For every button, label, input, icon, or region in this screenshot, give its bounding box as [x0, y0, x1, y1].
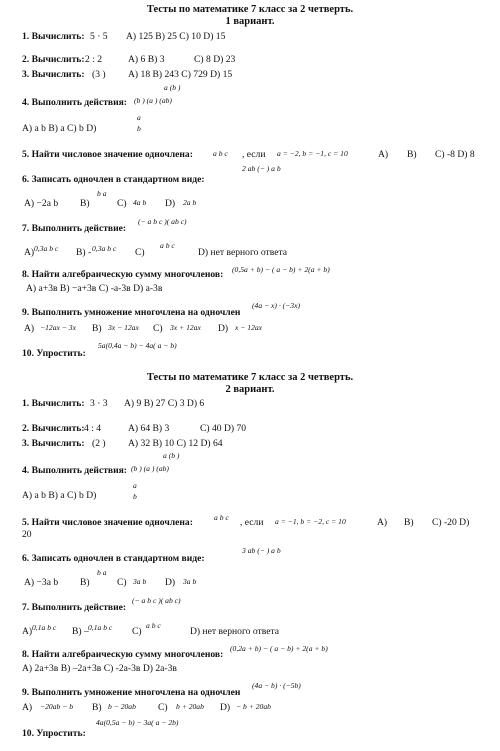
- answer-a: A): [377, 517, 388, 528]
- answer-options: A) 6 B) 3: [128, 54, 165, 65]
- answer-b-expr: b − 20ab: [108, 702, 136, 711]
- answer-c-d: C) -8 D) 8: [435, 149, 475, 160]
- answer-d: D): [165, 198, 176, 209]
- answer-d: D) нет верного ответа: [190, 626, 280, 637]
- answer-a: A) −3a b: [24, 577, 59, 588]
- answer-options: A) a+3в B) −a+3в C) -a-3в D) a-3в: [26, 283, 163, 294]
- test-title-v2: Тесты по математике 7 класс за 2 четверть.: [146, 372, 354, 383]
- question-label: 3. Вычислить:: [22, 438, 85, 449]
- answer-d-expr: − b + 20ab: [236, 702, 271, 711]
- answer-options: A) 9 B) 27 C) 3 D) 6: [124, 398, 205, 409]
- answer-a-expr: −20ab − b: [40, 702, 74, 711]
- answer-d: D) нет верного ответа: [198, 247, 288, 258]
- expression: (3 ): [92, 69, 106, 80]
- answer-c: C): [132, 626, 142, 637]
- expression: (4a − b) · (−5b): [252, 681, 301, 690]
- answer-d-numerator: a: [137, 113, 141, 122]
- question-label: 7. Выполнить действие:: [22, 602, 127, 613]
- test-title-v1: Тесты по математике 7 класс за 2 четверть.: [146, 4, 354, 15]
- answer-b-expr: 0,1a b c: [88, 623, 113, 632]
- answer-a-expr: 0,3a b c: [34, 244, 59, 253]
- answer-b: B): [92, 702, 102, 713]
- question-label: 4. Выполнить действия:: [22, 97, 128, 108]
- answer-b-expr: 3x − 12ax: [108, 323, 139, 332]
- question-label: 10. Упростить:: [22, 348, 86, 359]
- answer-c-expr: 3a b: [133, 577, 147, 586]
- expression: 4a(0,5a − b) − 3a( a − 2b): [96, 718, 179, 727]
- answer-c-expr: a b c: [160, 241, 175, 250]
- answer-c: C): [135, 247, 145, 258]
- expression: (− a b c )( ab c): [138, 217, 187, 226]
- question-label: 6. Записать одночлен в стандартном виде:: [22, 174, 205, 185]
- answer-b-expr: b a: [97, 189, 107, 198]
- answer-c: C): [158, 702, 168, 713]
- answer-a: A): [378, 149, 389, 160]
- answer-c-d: C) -20 D): [432, 517, 470, 528]
- answer-b: B): [404, 517, 414, 528]
- answer-b: B) –: [72, 626, 89, 637]
- answer-d: D): [220, 702, 231, 713]
- answer-c: C): [153, 323, 163, 334]
- answer-b-expr: 0,3a b c: [92, 244, 117, 253]
- expression: (2 ): [92, 438, 106, 449]
- answer-c: C): [117, 198, 127, 209]
- answer-a: A): [24, 323, 35, 334]
- question-label: 8. Найти алгебраическую сумму многочленов:: [22, 269, 224, 280]
- expression: 2 ab (− ) a b: [242, 164, 281, 173]
- expression: 2 : 2: [85, 54, 103, 65]
- answer-b: B): [407, 149, 417, 160]
- question-label: 9. Выполнить умножение многочлена на одночлен: [22, 307, 241, 318]
- answer-options: A) 64 B) 3: [128, 423, 170, 434]
- fraction-denominator: (b ) (a ) (ab): [131, 464, 169, 473]
- expression: a b c: [214, 513, 229, 522]
- answer-options: A) 18 B) 243 C) 729 D) 15: [128, 69, 233, 80]
- question-label: 6. Записать одночлен в стандартном виде:: [22, 553, 205, 564]
- expression: 3 ab (− ) a b: [242, 546, 281, 555]
- answer-d-denominator: b: [137, 124, 141, 133]
- answer-a-expr: 0,1a b c: [32, 623, 57, 632]
- answer-b: B): [92, 323, 102, 334]
- answer-options-cont: C) 8 D) 23: [194, 54, 236, 65]
- answer-a: A): [22, 626, 33, 637]
- answer-b: B) -: [76, 247, 92, 258]
- answer-b: B): [80, 577, 90, 588]
- variable-values: a = −2, b = −1, c = 10: [277, 149, 348, 158]
- fraction-numerator: a (b ): [164, 83, 181, 92]
- question-label: 4. Выполнить действия:: [22, 465, 128, 476]
- answer-options: A) 2a+3в B) –2a+3в C) -2a-3в D) 2a-3в: [22, 663, 177, 674]
- expression: 3 · 3: [90, 398, 108, 409]
- answer-b: B): [80, 198, 90, 209]
- answer-options: A) a b B) a C) b D): [22, 123, 97, 134]
- answer-c-expr: 4a b: [133, 198, 147, 207]
- expression: (0,5a + b) − ( a − b) + 2(a + b): [232, 265, 330, 274]
- answer-d-expr: 2a b: [183, 198, 197, 207]
- variable-values: a = −1, b = −2, c = 10: [275, 517, 346, 526]
- question-label: 3. Вычислить:: [22, 69, 85, 80]
- answer-d-numerator: a: [133, 481, 137, 490]
- answer-c-expr: 3x + 12ax: [170, 323, 201, 332]
- expression: 4 : 4: [84, 423, 102, 434]
- question-label: 2. Вычислить:: [22, 54, 85, 65]
- answer-c-expr: b + 20ab: [176, 702, 204, 711]
- question-label: 9. Выполнить умножение многочлена на одночлен: [22, 687, 241, 698]
- variant-heading-v1: 1 вариант.: [225, 16, 275, 27]
- answer-a: A): [22, 702, 33, 713]
- question-label: 1. Вычислить:: [22, 31, 85, 42]
- answer-options: A) 125 B) 25 C) 10 D) 15: [126, 31, 226, 42]
- expression: 5a(0,4a − b) − 4a( a − b): [98, 341, 177, 350]
- expression: 5 · 5: [90, 31, 108, 42]
- expression: (0,2a + b) − ( a − b) + 2(a + b): [230, 644, 328, 653]
- answer-d-expr: x − 12ax: [235, 323, 263, 332]
- question-label: 5. Найти числовое значение одночлена:: [22, 149, 193, 160]
- answer-a: A): [24, 247, 35, 258]
- answer-d-value: 20: [22, 529, 32, 540]
- answer-d-expr: 3a b: [183, 577, 197, 586]
- variant-heading-v2: 2 вариант.: [225, 384, 275, 395]
- answer-d: D): [165, 577, 176, 588]
- fraction-numerator: a (b ): [163, 451, 180, 460]
- expression: a b c: [213, 149, 228, 158]
- answer-b-expr: b a: [97, 568, 107, 577]
- fraction-denominator: (b ) (a ) (ab): [134, 96, 172, 105]
- answer-c: C): [117, 577, 127, 588]
- question-label: 2. Вычислить:: [22, 423, 85, 434]
- answer-d: D): [218, 323, 229, 334]
- answer-c-expr: a b c: [146, 621, 161, 630]
- expression: (− a b c )( ab c): [132, 596, 181, 605]
- answer-options: A) 32 B) 10 C) 12 D) 64: [128, 438, 223, 449]
- answer-a: A) −2a b: [24, 198, 59, 209]
- question-label: 7. Выполнить действие:: [22, 223, 127, 234]
- question-label: 5. Найти числовое значение одночлена:: [22, 517, 193, 528]
- condition-label: , если: [242, 149, 266, 160]
- expression: (4a − x) · (−3x): [252, 301, 300, 310]
- question-label: 8. Найти алгебраическую сумму многочленов:: [22, 649, 224, 660]
- question-label: 10. Упростить:: [22, 728, 86, 739]
- answer-a-expr: −12ax − 3x: [40, 323, 76, 332]
- answer-options-cont: C) 40 D) 70: [200, 423, 247, 434]
- answer-options: A) a b B) a C) b D): [22, 490, 97, 501]
- answer-d-denominator: b: [133, 492, 137, 501]
- question-label: 1. Вычислить:: [22, 398, 85, 409]
- condition-label: , если: [240, 517, 264, 528]
